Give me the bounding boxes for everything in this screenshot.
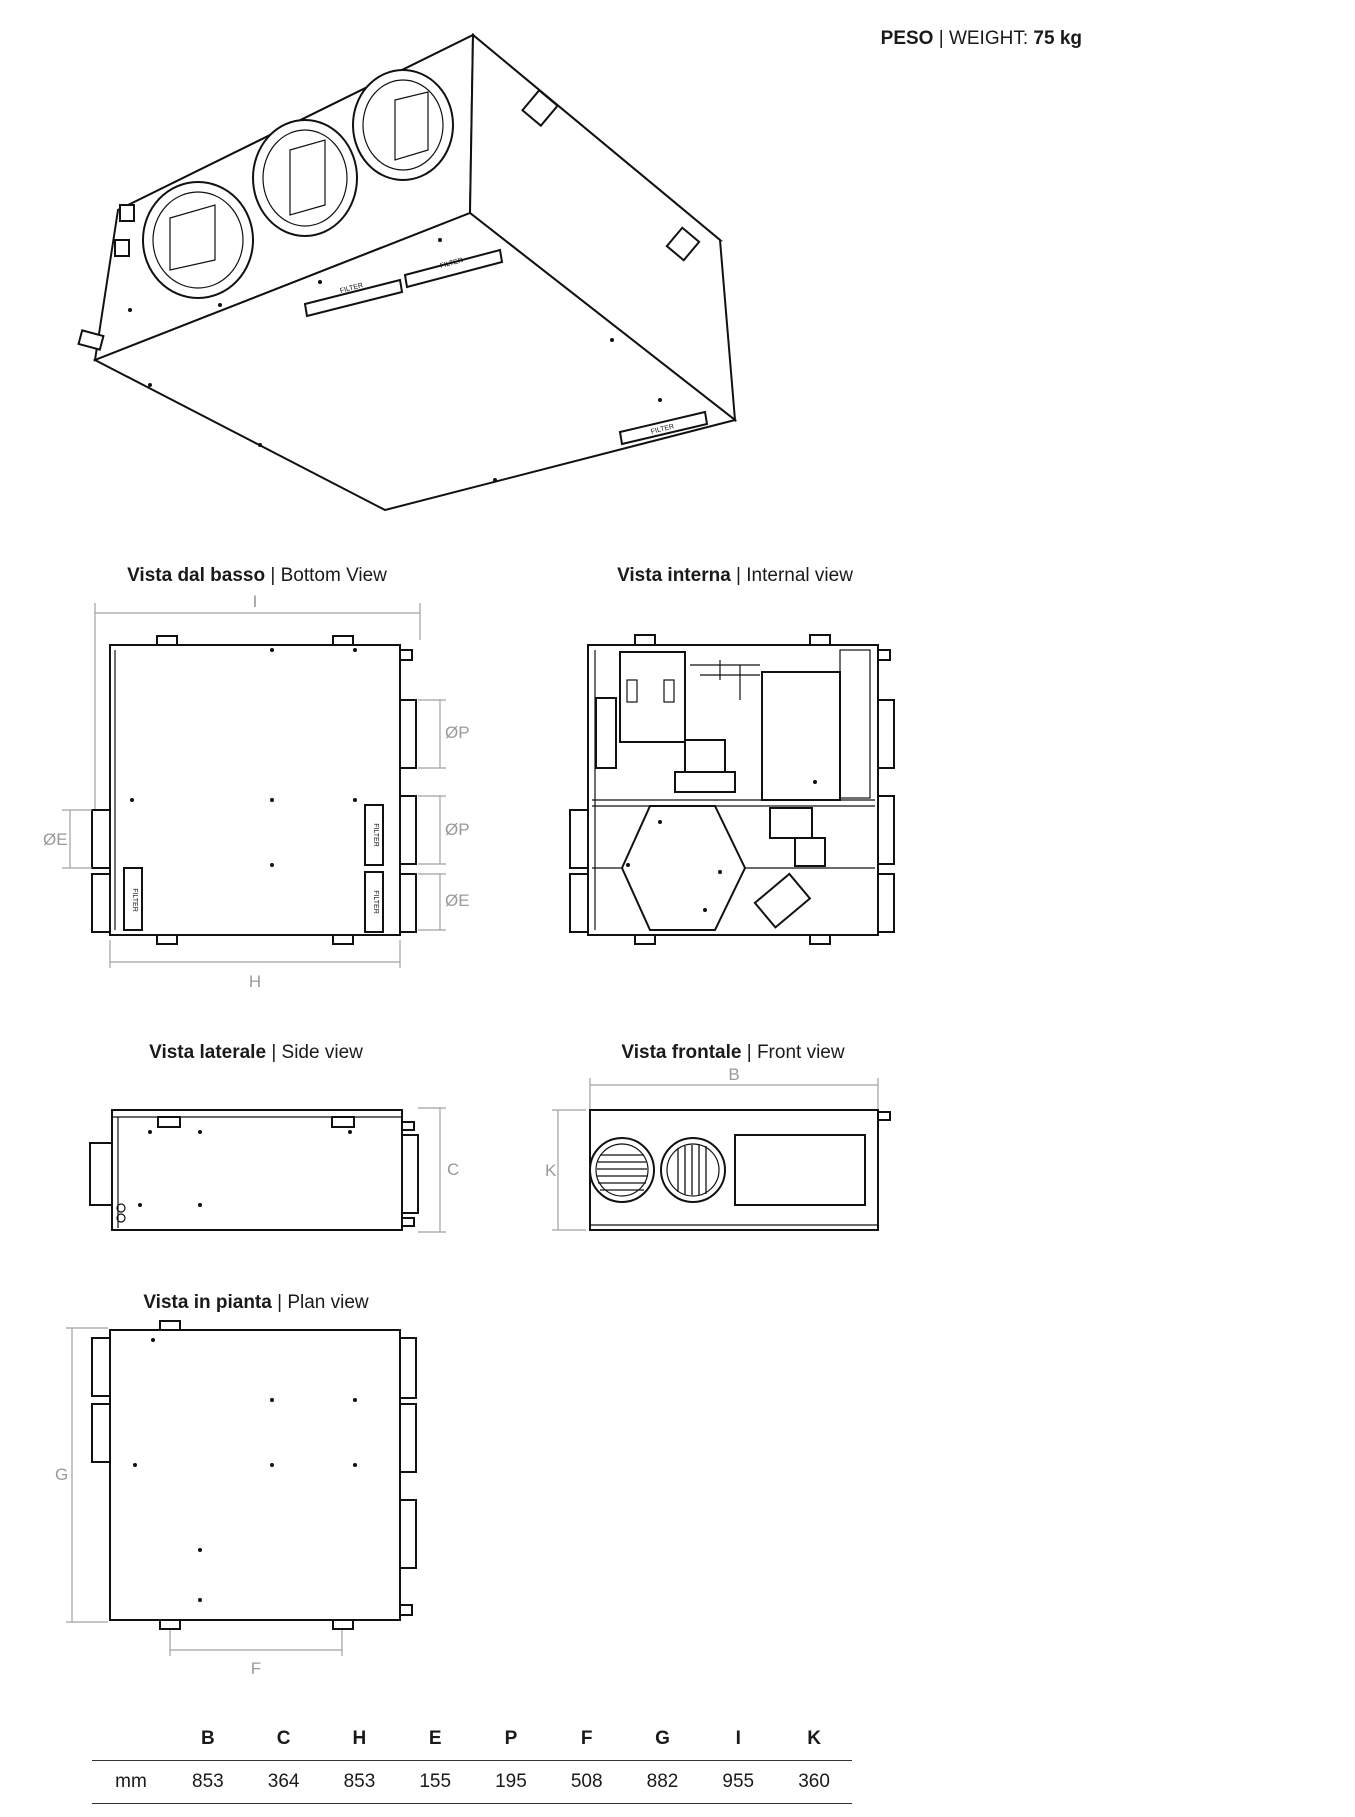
table-cell: 853: [170, 1761, 246, 1804]
filter-label: FILTER: [439, 257, 464, 270]
table-header-row: [92, 1718, 852, 1761]
dim-label-P-2: ØP: [445, 820, 470, 839]
filter-label: FILTER: [650, 423, 675, 436]
weight-label-it: PESO: [880, 28, 934, 49]
front-view-drawing: [545, 1065, 890, 1230]
table-row: [92, 1761, 852, 1804]
dim-label-P-1: ØP: [445, 723, 470, 742]
dim-label-H: H: [248, 972, 262, 991]
dim-label-K: K: [545, 1161, 557, 1180]
filter-label: FILTER: [372, 890, 379, 914]
table-cell: 364: [246, 1761, 322, 1804]
table-header: K: [776, 1718, 852, 1761]
table-header: G: [625, 1718, 701, 1761]
table-header: E: [397, 1718, 473, 1761]
dim-label-E-left: ØE: [43, 830, 68, 849]
table-cell: 360: [776, 1761, 852, 1804]
side-view-drawing: [90, 1108, 459, 1232]
dim-label-C: C: [447, 1160, 460, 1179]
bottom-view-drawing: [43, 592, 470, 991]
weight-value: 75 kg: [1033, 28, 1082, 49]
title-bottom-view: Vista dal basso | Bottom View: [127, 565, 387, 586]
filter-label: FILTER: [131, 888, 138, 912]
table-header: I: [700, 1718, 776, 1761]
internal-coil: [762, 672, 840, 800]
dimensions-table: [92, 1718, 852, 1804]
table-header: F: [549, 1718, 625, 1761]
title-internal-view: Vista interna | Internal view: [617, 565, 853, 586]
table-cell: 155: [397, 1761, 473, 1804]
dim-label-B: B: [728, 1065, 740, 1084]
table-header: C: [246, 1718, 322, 1761]
internal-view-drawing: [570, 635, 894, 944]
table-cell: 955: [700, 1761, 776, 1804]
title-plan-view: Vista in pianta | Plan view: [143, 1292, 369, 1313]
plan-view-drawing: [55, 1321, 416, 1678]
iso-duct-1: [143, 182, 253, 298]
table-cell: 882: [625, 1761, 701, 1804]
table-header: P: [473, 1718, 549, 1761]
table-cell: 853: [322, 1761, 398, 1804]
table-header: B: [170, 1718, 246, 1761]
isometric-view: [79, 35, 735, 510]
table-header: [92, 1718, 170, 1761]
table-cell: 195: [473, 1761, 549, 1804]
title-front-view: Vista frontale | Front view: [621, 1042, 845, 1063]
iso-fitting: [120, 205, 134, 221]
table-header: H: [322, 1718, 398, 1761]
table-cell: 508: [549, 1761, 625, 1804]
dim-label-I: I: [252, 592, 258, 611]
table-row-label: mm: [92, 1761, 170, 1804]
dim-label-E-right: ØE: [445, 891, 470, 910]
title-side-view: Vista laterale | Side view: [149, 1042, 363, 1063]
filter-label: FILTER: [372, 823, 379, 847]
dim-label-G: G: [55, 1465, 69, 1484]
weight-label-en: WEIGHT:: [948, 28, 1029, 49]
dim-label-F: F: [250, 1659, 262, 1678]
filter-label: FILTER: [339, 282, 364, 295]
iso-duct-2: [253, 120, 357, 236]
iso-fitting: [115, 240, 129, 256]
weight-label: PESO | WEIGHT: 75 kg: [880, 28, 1082, 49]
iso-duct-3: [353, 70, 453, 180]
